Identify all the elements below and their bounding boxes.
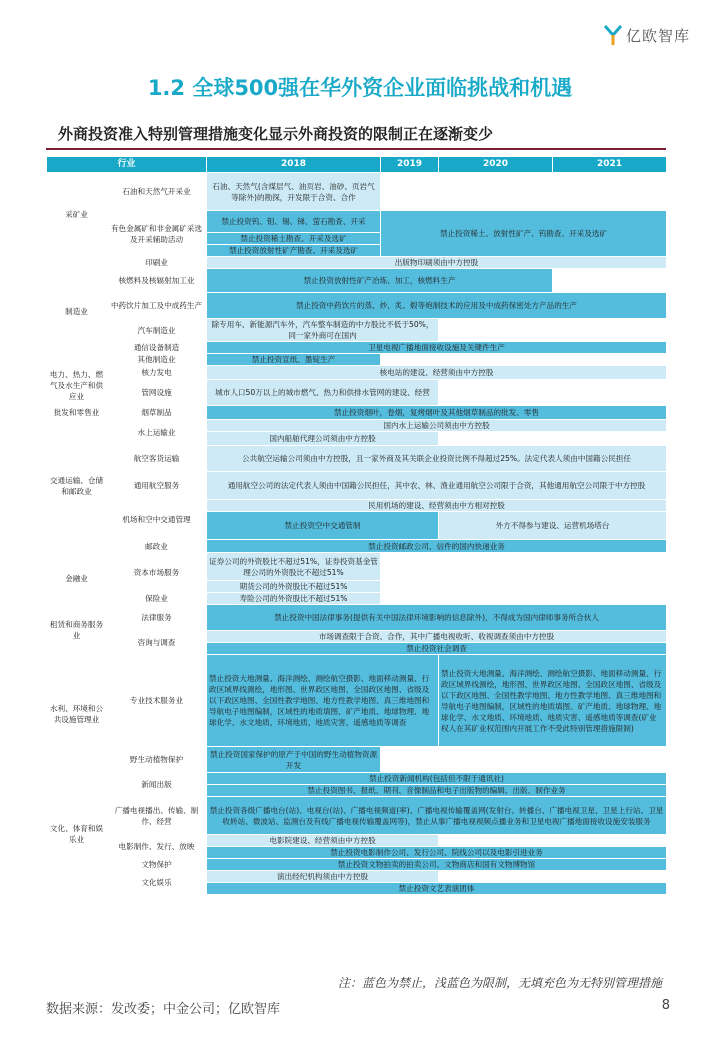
cell-nonferrous-2018-b: 禁止投资稀土勘查、开采及选矿 <box>207 233 381 245</box>
cell-general-aviation: 通用航空公司的法定代表人须由中国籍公民担任，其中农、林、渔业通用航空公司限于合资，其他通用航空公司限于中方控股 <box>207 472 667 500</box>
cell-wildlife-later <box>381 747 667 773</box>
page-subtitle: 外商投资准入特别管理措施变化显示外商投资的限制正在逐渐变少 <box>58 125 494 143</box>
sub-comm: 通信设备制造 <box>107 342 207 354</box>
cell-postal: 禁止投资邮政公司、信件的国内快递业务 <box>207 540 667 553</box>
cell-consult-b: 禁止投资社会调查 <box>207 643 667 655</box>
cell-oil-gas-2018: 石油、天然气(含煤层气、油页岩、油砂、页岩气等除外)的勘探，开发限于合资、合作 <box>207 173 381 211</box>
cell-pipeline: 城市人口50万以上的城市燃气、热力和供排水管网的建设、经营 <box>207 380 439 406</box>
table-row <box>47 319 667 342</box>
sub-nonferrous: 有色金属矿和非金属矿采选及开采辅助活动 <box>107 211 207 257</box>
sub-news: 新闻出版 <box>107 773 207 797</box>
category-water-env: 水利、环境和公共设施管理业 <box>47 655 107 773</box>
sub-legal: 法律服务 <box>107 605 207 631</box>
cell-comm: 卫星电视广播地面接收设施及关键件生产 <box>207 342 667 354</box>
sub-broadcast: 广播电视播出、传输、制作、经营 <box>107 797 207 835</box>
cell-other-mfg-later <box>381 354 667 366</box>
legend-note: 注：蓝色为禁止，浅蓝色为限制，无填充色为无特别管理措施 <box>337 976 662 990</box>
cell-pipeline-later <box>439 380 667 406</box>
table-row <box>47 871 667 883</box>
table-row <box>47 472 667 500</box>
brand-logo-icon <box>604 24 622 46</box>
header-row <box>47 157 667 173</box>
sub-tcm: 中药饮片加工及中成药生产 <box>107 293 207 319</box>
sub-insurance: 保险业 <box>107 593 207 605</box>
category-leasing: 租赁和商务服务业 <box>47 605 107 655</box>
sub-entertainment: 文化娱乐 <box>107 871 207 895</box>
subtitle-divider <box>46 148 666 150</box>
sub-airline: 航空客货运输 <box>107 446 207 472</box>
table-row <box>47 797 667 835</box>
table-row <box>47 773 667 785</box>
sub-other-mfg: 其他制造业 <box>107 354 207 366</box>
table-row <box>47 835 667 847</box>
cell-nuclear-power: 核电站的建设、经营须由中方控股 <box>207 366 667 380</box>
cell-nonferrous-2019: 禁止投资稀土、放射性矿产、钨勘查、开采及选矿 <box>381 211 667 257</box>
table-row <box>47 173 667 211</box>
cell-nonferrous-2018-c: 禁止投资放射性矿产勘查、开采及选矿 <box>207 245 381 257</box>
cell-consult-a: 市场调查限于合资、合作，其中广播电视收听、收视调查须由中方控股 <box>207 631 667 643</box>
cell-wildlife: 禁止投资国家保护的原产于中国的野生动植物资源开发 <box>207 747 381 773</box>
sub-oil-gas: 石油和天然气开采业 <box>107 173 207 211</box>
cell-finance-later <box>381 553 667 605</box>
table-row <box>47 553 667 581</box>
table-row <box>47 293 667 319</box>
cell-film-a-later <box>439 835 667 847</box>
cell-news-b: 禁止投资图书、报纸、期刊、音像制品和电子出版物的编辑、出版、制作业务 <box>207 785 667 797</box>
sub-printing: 印刷业 <box>107 257 207 269</box>
cell-printing: 出版物印刷须由中方控股 <box>207 257 667 269</box>
cell-nuclear-fuel: 禁止投资放射性矿产冶炼、加工，核燃料生产 <box>207 269 553 293</box>
cell-capital-b: 期货公司的外资股比不超过51% <box>207 581 381 593</box>
table-row <box>47 540 667 553</box>
table-row <box>47 380 667 406</box>
table-row <box>47 859 667 871</box>
table-row <box>47 406 667 420</box>
sub-capital-market: 资本市场服务 <box>107 553 207 593</box>
cell-airport-a: 民用机场的建设、经营须由中方相对控股 <box>207 500 667 512</box>
sub-auto: 汽车制造业 <box>107 319 207 342</box>
section-title: 1.2 全球500强在华外资企业面临挑战和机遇 <box>147 76 573 100</box>
table-row <box>47 631 667 643</box>
cell-capital-a: 证券公司的外资股比不超过51%，证券投资基金管理公司的外资股比不超过51% <box>207 553 381 581</box>
table-row <box>47 605 667 631</box>
cell-entertainment-a: 演出经纪机构须由中方控股 <box>207 871 439 883</box>
cell-tech-2018: 禁止投资大地测量、海洋测绘、测绘航空摄影、地面移动测量、行政区域界线测绘，地形图、世界政区地图、全国政区地图、省级及以下政区地图、全国性教学地图、地方性教学地图、真三维地图和导航电子地图编制，区域性的地质填图、矿产地质、地球物理、地球化学、水文地质、环境地质、地质灾害、遥感地质等调查 <box>207 655 439 747</box>
sub-nuclear-power: 核力发电 <box>107 366 207 380</box>
sub-airport: 机场和空中交通管理 <box>107 500 207 540</box>
cell-airport-c: 外方不得参与建设、运营机场塔台 <box>439 512 667 540</box>
cell-airport-b: 禁止投资空中交通管制 <box>207 512 439 540</box>
table-row <box>47 500 667 512</box>
cell-auto-later <box>439 319 667 342</box>
category-culture: 文化、体育和娱乐业 <box>47 773 107 895</box>
cell-nuclear-fuel-2021 <box>553 269 667 293</box>
category-manufacturing: 制造业 <box>47 257 107 366</box>
cell-other-mfg: 禁止投资宣纸、墨锭生产 <box>207 354 381 366</box>
sub-wildlife: 野生动植物保护 <box>107 747 207 773</box>
table-row <box>47 747 667 773</box>
category-finance: 金融业 <box>47 553 107 605</box>
cell-news-a: 禁止投资新闻机构(包括但不限于通讯社) <box>207 773 667 785</box>
header-industry: 行业 <box>47 157 207 173</box>
cell-water-transport-a: 国内水上运输公司须由中方控股 <box>207 420 667 432</box>
table-row <box>47 211 667 233</box>
sub-nuclear-fuel: 核燃料及核辐射加工业 <box>107 269 207 293</box>
sub-consult: 咨询与调查 <box>107 631 207 655</box>
cell-oil-gas-later <box>381 173 667 211</box>
cell-entertainment-b: 禁止投资文艺表演团体 <box>207 883 667 895</box>
cell-legal: 禁止投资中国法律事务(提供有关中国法律环境影响的信息除外)，不得成为国内律师事务所合伙人 <box>207 605 667 631</box>
sub-tobacco: 烟草制品 <box>107 406 207 420</box>
cell-tech-2020: 禁止投资大地测量、海洋测绘、测绘航空摄影、地面移动测量、行政区域界线测绘，地形图、世界政区地图、全国政区地图、省级及以下政区地图、全国性教学地图、地方性教学地图、真三维地图和导航电子地图编制，区域性的地质填图、矿产地质、地球物理、地球化学、水文地质、环境地质、地质灾害、遥感地质等调查(矿业权人在其矿业权范围内开展工作不受此特别管理措施限制) <box>439 655 667 747</box>
header-2021: 2021 <box>553 157 667 173</box>
table-row <box>47 257 667 269</box>
cell-water-transport-b: 国内船舶代理公司须由中方控股 <box>207 432 439 446</box>
sub-film: 电影制作、发行、放映 <box>107 835 207 859</box>
category-wholesale: 批发和零售业 <box>47 406 107 420</box>
brand-logo <box>604 22 690 48</box>
table-row <box>47 420 667 432</box>
sub-pipeline: 管网设施 <box>107 380 207 406</box>
policy-table <box>46 156 667 895</box>
cell-film-a: 电影院建设、经营须由中方控股 <box>207 835 439 847</box>
cell-nonferrous-2018-a: 禁止投资钨、钼、锡、锑、萤石勘查、开采 <box>207 211 381 233</box>
page-number: 8 <box>661 998 670 1013</box>
header-2019: 2019 <box>381 157 439 173</box>
table-row <box>47 655 667 747</box>
negative-list-table <box>46 156 666 895</box>
brand-name: 亿欧智库 <box>625 26 690 45</box>
table-row <box>47 446 667 472</box>
table-row <box>47 366 667 380</box>
cell-water-transport-b-later <box>439 432 667 446</box>
data-source: 数据来源：发改委；中金公司；亿欧智库 <box>46 1002 281 1017</box>
table-row <box>47 354 667 366</box>
sub-postal: 邮政业 <box>107 540 207 553</box>
sub-water-transport: 水上运输业 <box>107 420 207 446</box>
category-mining: 采矿业 <box>47 173 107 257</box>
category-utilities: 电力、热力、燃气及水生产和供应业 <box>47 366 107 406</box>
cell-broadcast: 禁止投资各级广播电台(站)、电视台(站)、广播电视频道(率)、广播电视传输覆盖网(发射台、转播台、广播电视卫星、卫星上行站、卫星收转站、微波站、监测台及有线广播电视传输覆盖网等)，禁止从事广播电视视频点播业务和卫星电视广播地面接收设施安装服务 <box>207 797 667 835</box>
cell-insurance: 寿险公司的外资股比不超过51% <box>207 593 381 605</box>
header-2020: 2020 <box>439 157 553 173</box>
category-transport: 交通运输、仓储和邮政业 <box>47 420 107 553</box>
cell-entertainment-a-later <box>439 871 667 883</box>
table-row <box>47 269 667 293</box>
sub-tech-service: 专业技术服务业 <box>107 655 207 747</box>
cell-auto: 除专用车、新能源汽车外，汽车整车制造的中方股比不低于50%，同一家外商可在国内 <box>207 319 439 342</box>
header-2018: 2018 <box>207 157 381 173</box>
cell-tobacco: 禁止投资烟叶，卷烟，复烤烟叶及其他烟草制品的批发、零售 <box>207 406 667 420</box>
sub-relics: 文物保护 <box>107 859 207 871</box>
table-row <box>47 342 667 354</box>
cell-airline: 公共航空运输公司须由中方控股，且一家外商及其关联企业投资比例不得超过25%。法定代表人须由中国籍公民担任 <box>207 446 667 472</box>
cell-relics: 禁止投资文物拍卖的拍卖公司、文物商店和国有文物博物馆 <box>207 859 667 871</box>
cell-film-b: 禁止投资电影制作公司、发行公司、院线公司以及电影引进业务 <box>207 847 667 859</box>
sub-general-aviation: 通用航空服务 <box>107 472 207 500</box>
cell-tcm: 禁止投资中药饮片的蒸、炒、炙、煅等炮制技术的应用及中成药保密处方产品的生产 <box>207 293 667 319</box>
